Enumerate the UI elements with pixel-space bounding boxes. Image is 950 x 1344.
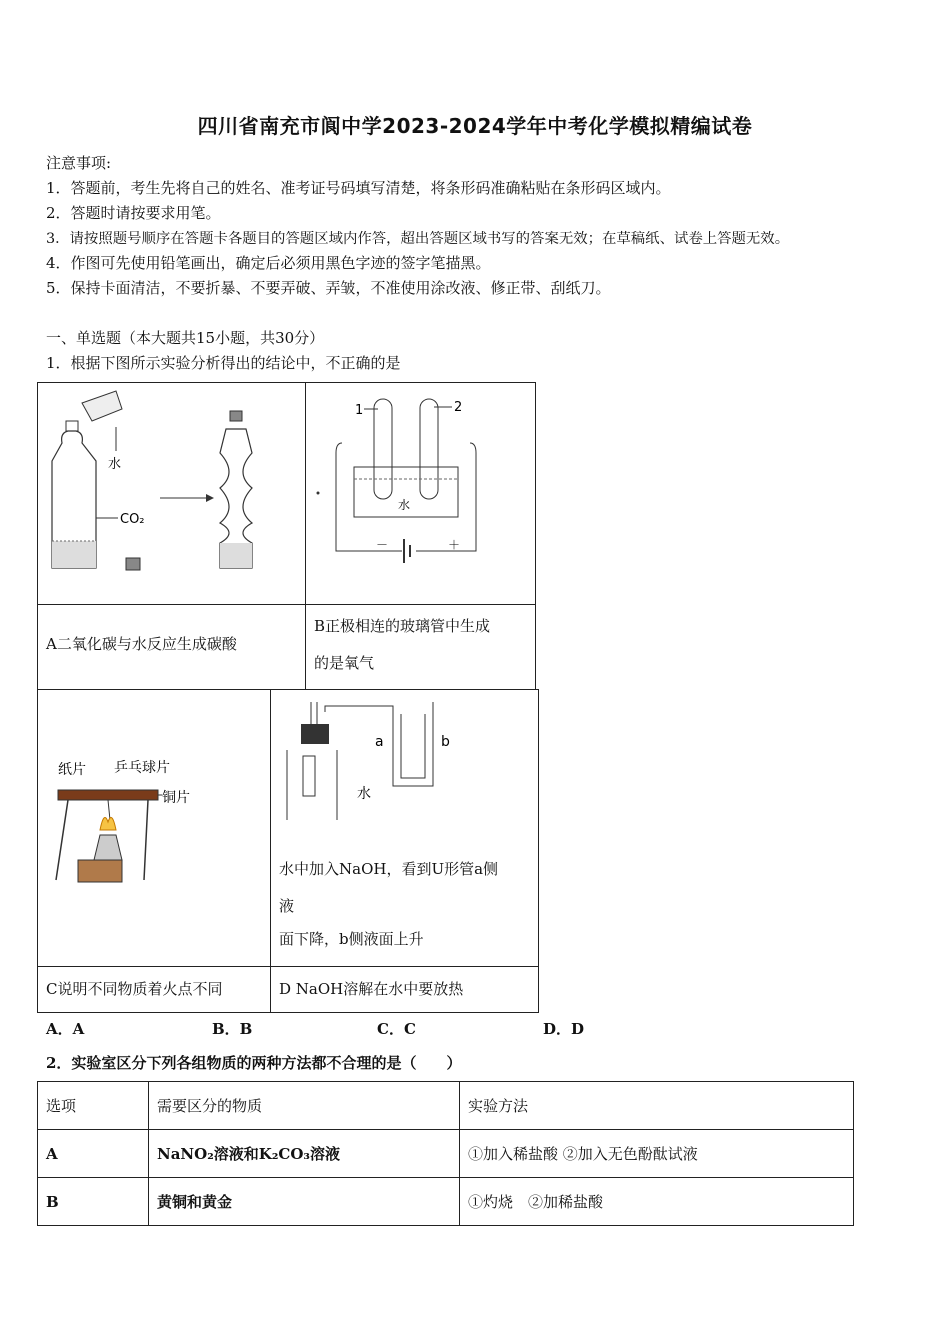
option-b[interactable]: B．B bbox=[212, 1020, 253, 1038]
table-cell: A bbox=[38, 1130, 149, 1178]
label-water: 水 bbox=[108, 457, 122, 472]
label-tube2: 2 bbox=[454, 400, 463, 415]
label-copper: 铜片 bbox=[162, 790, 190, 806]
figure-a-bottles bbox=[38, 383, 305, 604]
option-d[interactable]: D．D bbox=[543, 1020, 585, 1038]
figure-d-u-tube bbox=[271, 690, 538, 820]
notice-item: 1．答题前，考生先将自己的姓名、准考证号码填写清楚，将条形码准确粘贴在条形码区域内。 bbox=[46, 179, 671, 197]
caption-c: C说明不同物质着火点不同 bbox=[46, 980, 223, 998]
label-ball: 乒乓球片 bbox=[114, 760, 170, 776]
caption-b-line2: 的是氧气 bbox=[314, 654, 375, 672]
caption-a: A二氧化碳与水反应生成碳酸 bbox=[46, 635, 237, 653]
question-1-stem: 1．根据下图所示实验分析得出的结论中，不正确的是 bbox=[46, 354, 401, 372]
table-cell: ①加入稀盐酸 ②加入无色酚酞试液 bbox=[460, 1130, 854, 1178]
caption-d-cell bbox=[270, 966, 539, 1013]
figure-a-cell bbox=[37, 382, 306, 605]
notice-item: 2．答题时请按要求用笔。 bbox=[46, 204, 221, 222]
notice-item: 5．保持卡面清洁，不要折暴、不要弄破、弄皱，不准使用涂改液、修正带、刮纸刀。 bbox=[46, 279, 611, 297]
figure-d-cell bbox=[270, 689, 539, 967]
label-d-water: 水 bbox=[357, 786, 371, 802]
table-cell: B bbox=[38, 1178, 149, 1226]
notice-heading: 注意事项: bbox=[46, 154, 112, 172]
caption-a-cell bbox=[37, 604, 306, 690]
label-b: b bbox=[441, 734, 450, 750]
section-heading: 一、单选题（本大题共15小题，共30分） bbox=[46, 329, 325, 347]
question-2-stem: 2．实验室区分下列各组物质的两种方法都不合理的是（ ） bbox=[46, 1054, 462, 1072]
label-a: a bbox=[375, 734, 384, 750]
label-b-water: 水 bbox=[398, 498, 411, 512]
label-tube1: 1 bbox=[355, 403, 364, 418]
figure-c-ignition bbox=[38, 690, 270, 966]
table-header: 实验方法 bbox=[460, 1082, 854, 1130]
caption-c-cell bbox=[37, 966, 271, 1013]
table-cell: NaNO₂溶液和K₂CO₃溶液 bbox=[149, 1130, 460, 1178]
desc-d-line1: 水中加入NaOH，看到U形管a侧 bbox=[279, 860, 499, 878]
desc-d-line3: 面下降，b侧液面上升 bbox=[279, 930, 424, 948]
label-plus: ＋ bbox=[448, 538, 461, 552]
table-row bbox=[38, 1130, 854, 1178]
caption-b-cell bbox=[305, 604, 536, 690]
figure-c-cell bbox=[37, 689, 271, 967]
table-header-row bbox=[38, 1082, 854, 1130]
label-co2: CO₂ bbox=[120, 512, 145, 527]
notice-item: 4．作图可先使用铅笔画出，确定后必须用黑色字迹的签字笔描黑。 bbox=[46, 254, 491, 272]
label-paper: 纸片 bbox=[58, 762, 86, 778]
figure-b-electrolysis bbox=[306, 383, 535, 604]
table-cell: ①灼烧 ②加稀盐酸 bbox=[460, 1178, 854, 1226]
option-a[interactable]: A．A bbox=[46, 1020, 85, 1038]
figure-b-cell bbox=[305, 382, 536, 605]
table-row bbox=[38, 1178, 854, 1226]
table-header: 需要区分的物质 bbox=[149, 1082, 460, 1130]
table-header: 选项 bbox=[38, 1082, 149, 1130]
caption-d: D NaOH溶解在水中要放热 bbox=[279, 980, 464, 998]
question-2-table bbox=[37, 1081, 854, 1226]
caption-b-line1: B正极相连的玻璃管中生成 bbox=[314, 617, 491, 635]
option-c[interactable]: C．C bbox=[377, 1020, 416, 1038]
notice-item: 3．请按照题号顺序在答题卡各题目的答题区域内作答，超出答题区域书写的答案无效；在草稿纸、试卷上答题无效。 bbox=[46, 231, 790, 247]
label-minus: － bbox=[376, 538, 389, 552]
table-cell: 黄铜和黄金 bbox=[149, 1178, 460, 1226]
page-title: 四川省南充市阆中学2023-2024学年中考化学模拟精编试卷 bbox=[197, 114, 753, 138]
desc-d-line2: 液 bbox=[279, 897, 295, 915]
